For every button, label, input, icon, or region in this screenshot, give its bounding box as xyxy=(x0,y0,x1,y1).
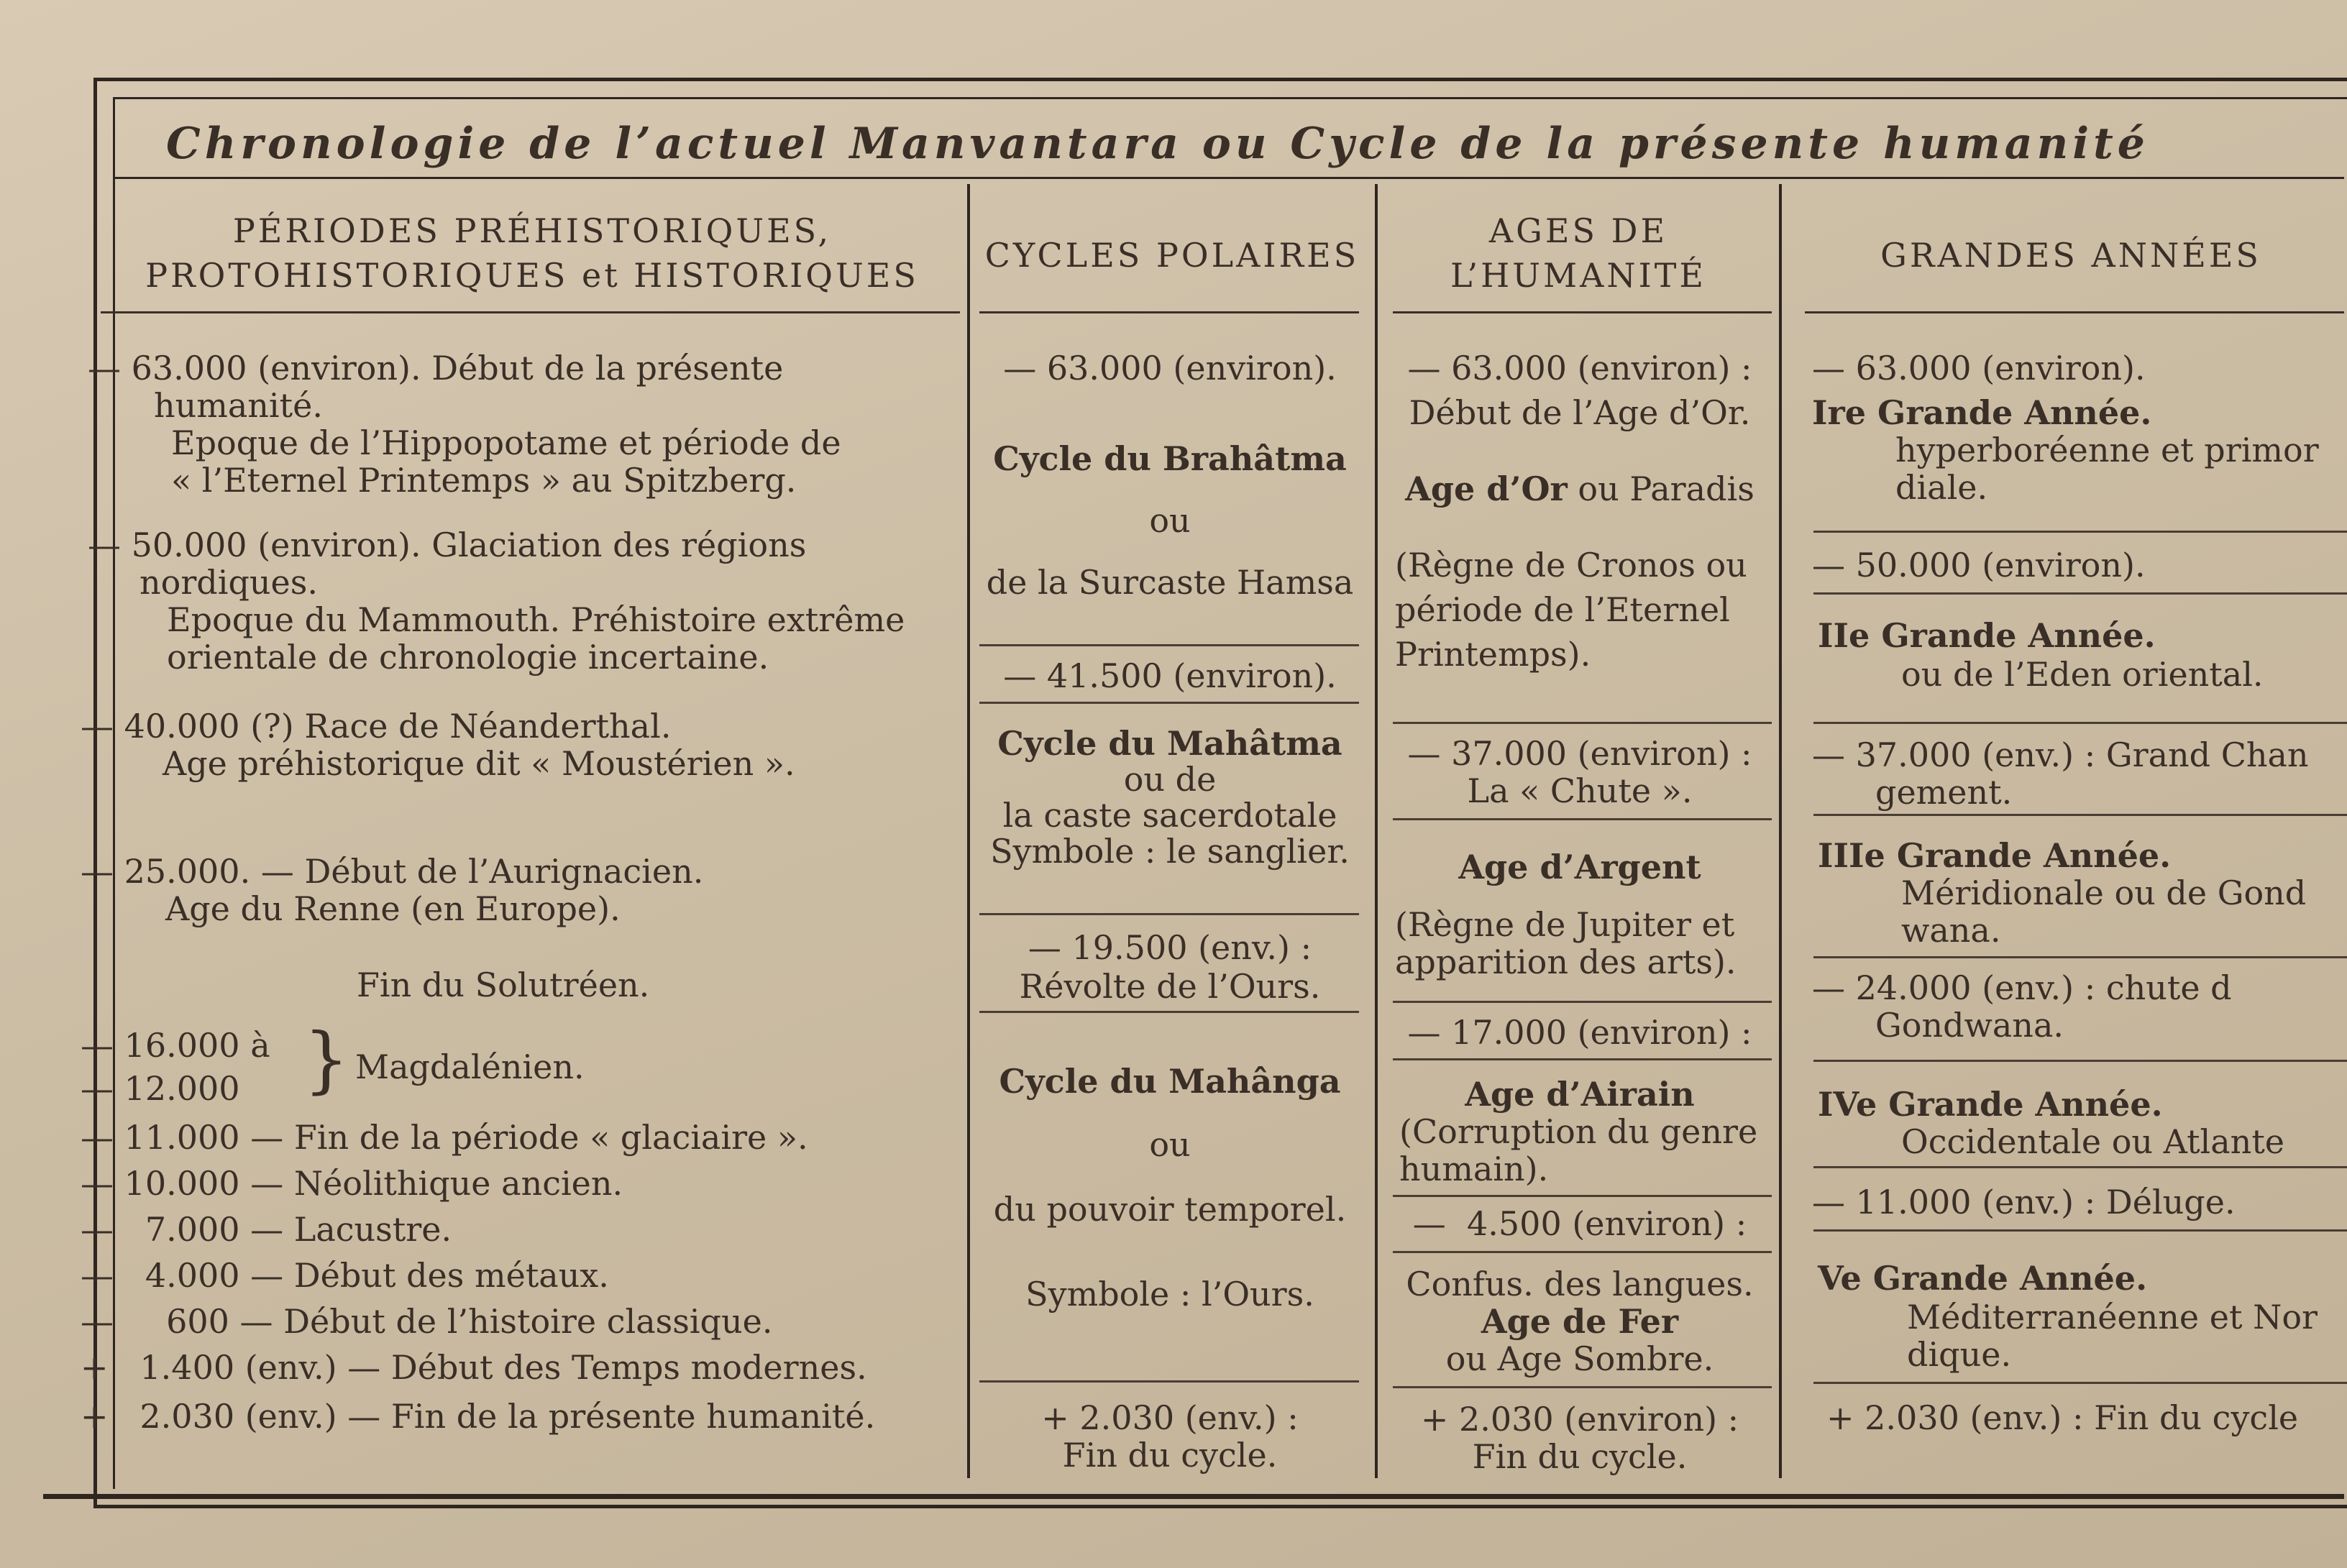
col4-24000 xyxy=(1812,969,2232,1044)
col1-entry-40000 xyxy=(81,707,795,782)
col4-grande-annee-4: IVe Grande Année. xyxy=(1818,1085,2163,1124)
col3-jupiter-line2: apparition des arts). xyxy=(1395,943,1737,981)
col4-grande-annee-1: Ire Grande Année. xyxy=(1812,393,2152,432)
col2-rule-2 xyxy=(979,702,1359,704)
table-title: Chronologie de l’actuel Manvantara ou Cycle de la présente humanité xyxy=(166,119,2149,169)
col2-caste-sacerdotale: la caste sacerdotale xyxy=(1002,796,1337,835)
col4-rule-6 xyxy=(1813,1060,2347,1062)
col1-50000-line1: — 50.000 (environ). Glaciation des régions xyxy=(88,526,807,564)
col1-25000-line2: Age du Renne (en Europe). xyxy=(165,889,621,928)
col1-entry-63000 xyxy=(88,349,841,499)
col1-50000-line4: orientale de chronologie incertaine. xyxy=(167,638,769,677)
col3-63000: — 63.000 (environ) : xyxy=(1407,349,1752,388)
col1-list-7000: — 7.000 — Lacustre. xyxy=(81,1210,452,1249)
header-col1-line1: PÉRIODES PRÉHISTORIQUES, xyxy=(232,211,832,250)
col4-meridionale-line2: wana. xyxy=(1901,911,2001,950)
col2-2030: + 2.030 (env.) : xyxy=(1041,1398,1299,1437)
col1-list-600: — 600 — Début de l’histoire classique. xyxy=(81,1302,773,1341)
col4-grande-annee-5: Ve Grande Année. xyxy=(1818,1259,2148,1298)
col2-symbole-sanglier: Symbole : le sanglier. xyxy=(990,832,1350,871)
col4-11000: — 11.000 (env.) : Déluge. xyxy=(1812,1183,2236,1221)
col3-chute: La « Chute ». xyxy=(1467,771,1693,810)
col2-revolte-ours: Révolte de l’Ours. xyxy=(1019,967,1321,1006)
col3-2030: + 2.030 (environ) : xyxy=(1420,1400,1739,1439)
col2-cycle-mahanga: Cycle du Mahânga xyxy=(999,1062,1341,1101)
col3-rule-4 xyxy=(1393,1058,1772,1060)
title-rule xyxy=(115,177,2344,179)
col2-19500: — 19.500 (env.) : xyxy=(1028,928,1312,967)
col3-cronos-line2: période de l’Eternel xyxy=(1395,590,1730,629)
col3-rule-1 xyxy=(1393,722,1772,724)
col1-25000-line1: — 25.000. — Début de l’Aurignacien. xyxy=(81,852,704,891)
header-col3 xyxy=(1381,208,1776,298)
col3-debut-age-or: Début de l’Age d’Or. xyxy=(1409,393,1751,432)
col3-rule-6 xyxy=(1393,1251,1772,1253)
col3-corruption xyxy=(1399,1113,1757,1188)
col4-37000-line1: — 37.000 (env.) : Grand Chan xyxy=(1812,735,2309,774)
col3-jupiter-line1: (Règne de Jupiter et xyxy=(1395,905,1735,944)
header-rule-3 xyxy=(1393,311,1772,313)
col4-mediterraneenne xyxy=(1907,1298,2318,1373)
col1-40000-line2: Age préhistorique dit « Moustérien ». xyxy=(163,744,795,783)
col3-rule-3 xyxy=(1393,1001,1772,1003)
col1-63000-line4: « l’Eternel Printemps » au Spitzberg. xyxy=(171,461,797,500)
col2-surcaste-hamsa: de la Surcaste Hamsa xyxy=(986,563,1354,602)
col3-37000: — 37.000 (environ) : xyxy=(1407,734,1752,773)
col2-cycle-brahatma: Cycle du Brahâtma xyxy=(993,439,1347,478)
col4-rule-5 xyxy=(1813,956,2347,958)
col1-magdalenien-start: — 16.000 à xyxy=(81,1026,270,1065)
header-col1 xyxy=(101,208,964,298)
col3-age-or-paradis xyxy=(1382,470,1778,508)
col3-17000: — 17.000 (environ) : xyxy=(1407,1013,1752,1052)
col4-rule-7 xyxy=(1813,1166,2347,1168)
col3-regne-cronos xyxy=(1395,546,1747,673)
col1-list-4000: — 4.000 — Début des métaux. xyxy=(81,1256,609,1295)
col4-63000: — 63.000 (environ). xyxy=(1812,349,2146,388)
col1-magdalenien-end: — 12.000 xyxy=(81,1069,240,1108)
col4-rule-1 xyxy=(1813,531,2347,533)
header-col2: CYCLES POLAIRES xyxy=(984,236,1360,275)
header-rule-1 xyxy=(101,311,960,313)
col3-age-argent: Age d’Argent xyxy=(1458,848,1701,886)
col4-rule-4 xyxy=(1813,814,2347,816)
col1-list-11000: — 11.000 — Fin de la période « glaciaire ». xyxy=(81,1118,808,1157)
col3-cronos-line3: Printemps). xyxy=(1395,635,1591,674)
col4-mediterraneenne-line1: Méditerranéenne et Nor xyxy=(1907,1298,2318,1337)
col3-confusion-langues: Confus. des langues. xyxy=(1406,1265,1754,1303)
col4-37000 xyxy=(1812,736,2309,811)
col3-rule-2 xyxy=(1393,818,1772,820)
header-col3-line1: AGES DE xyxy=(1488,211,1668,250)
col3-age-airain: Age d’Airain xyxy=(1465,1075,1695,1114)
col2-pouvoir-temporel: du pouvoir temporel. xyxy=(993,1190,1347,1229)
col2-41500: — 41.500 (environ). xyxy=(1003,656,1337,695)
col4-grande-annee-2: IIe Grande Année. xyxy=(1818,616,2156,655)
col4-24000-line2: Gondwana. xyxy=(1875,1006,2064,1045)
col1-50000-line2: nordiques. xyxy=(139,563,318,602)
col3-4500: — 4.500 (environ) : xyxy=(1412,1204,1747,1243)
col4-24000-line1: — 24.000 (env.) : chute d xyxy=(1812,968,2232,1007)
col3-age-fer: Age de Fer xyxy=(1481,1302,1679,1341)
col4-rule-8 xyxy=(1813,1229,2347,1232)
col2-rule-3 xyxy=(979,913,1359,915)
col3-cronos-line1: (Règne de Cronos ou xyxy=(1395,546,1747,584)
col4-hyperboreenne-line2: diale. xyxy=(1895,468,1988,507)
col1-40000-line1: — 40.000 (?) Race de Néanderthal. xyxy=(81,707,672,746)
col4-occidentale: Occidentale ou Atlante xyxy=(1901,1122,2285,1161)
col3-fin-cycle: Fin du cycle. xyxy=(1472,1437,1688,1476)
col4-meridionale xyxy=(1901,874,2306,949)
col1-63000-line3: Epoque de l’Hippopotame et période de xyxy=(171,423,841,462)
col4-hyperboreenne-line1: hyperboréenne et primor xyxy=(1895,431,2319,469)
col2-63000: — 63.000 (environ). xyxy=(1003,349,1337,388)
col3-age-sombre: ou Age Sombre. xyxy=(1445,1339,1714,1378)
header-rule-4 xyxy=(1805,311,2344,313)
col4-rule-3 xyxy=(1813,722,2347,724)
col2-rule-4 xyxy=(979,1011,1359,1013)
col1-list-1400: + 1.400 (env.) — Début des Temps modernes. xyxy=(81,1348,867,1387)
col2-ou-2: ou xyxy=(1149,1125,1191,1164)
col1-magdalenien-label: Magdalénien. xyxy=(355,1047,585,1086)
col3-corruption-line2: humain). xyxy=(1399,1150,1549,1188)
col2-ou-1: ou xyxy=(1149,501,1191,540)
col2-cycle-mahatma: Cycle du Mahâtma xyxy=(997,724,1342,763)
col4-meridionale-line1: Méridionale ou de Gond xyxy=(1901,874,2307,912)
bottom-rule xyxy=(43,1494,2344,1499)
header-rule-2 xyxy=(979,311,1359,313)
header-col3-line2: L’HUMANITÉ xyxy=(1450,256,1707,295)
col3-rule-5 xyxy=(1393,1195,1772,1197)
col3-rule-7 xyxy=(1393,1386,1772,1388)
column-divider-1 xyxy=(967,184,970,1478)
col2-symbole-ours: Symbole : l’Ours. xyxy=(1025,1275,1314,1313)
col3-regne-jupiter xyxy=(1395,906,1737,981)
header-col1-line2: PROTOHISTORIQUES et HISTORIQUES xyxy=(145,256,919,295)
col4-37000-line2: gement. xyxy=(1875,773,2013,812)
col4-2030: + 2.030 (env.) : Fin du cycle xyxy=(1826,1398,2299,1437)
col4-eden-oriental: ou de l’Eden oriental. xyxy=(1901,655,2264,694)
col1-entry-50000 xyxy=(88,526,905,676)
col4-50000: — 50.000 (environ). xyxy=(1812,546,2146,584)
column-divider-2 xyxy=(1375,184,1378,1478)
col4-grande-annee-3: IIIe Grande Année. xyxy=(1818,836,2172,875)
col2-ou-de: ou de xyxy=(1123,760,1217,799)
col1-entry-25000 xyxy=(81,853,703,927)
col1-list-10000: — 10.000 — Néolithique ancien. xyxy=(81,1164,623,1203)
col3-ou-paradis: ou Paradis xyxy=(1567,469,1754,508)
col2-rule-1 xyxy=(979,644,1359,646)
col4-mediterraneenne-line2: dique. xyxy=(1907,1335,2012,1374)
col1-63000-line1: — 63.000 (environ). Début de la présente xyxy=(88,349,784,388)
col1-solutreen: Fin du Solutréen. xyxy=(357,966,650,1004)
col4-rule-2 xyxy=(1813,592,2347,595)
col2-rule-5 xyxy=(979,1380,1359,1383)
brace-icon: } xyxy=(303,1017,349,1101)
col1-list-2030: + 2.030 (env.) — Fin de la présente humanité. xyxy=(81,1397,876,1436)
header-col4: GRANDES ANNÉES xyxy=(1880,236,2261,275)
col1-50000-line3: Epoque du Mammouth. Préhistoire extrême xyxy=(167,600,905,639)
column-divider-3 xyxy=(1779,184,1782,1478)
col4-rule-9 xyxy=(1813,1382,2347,1384)
col2-fin-cycle: Fin du cycle. xyxy=(1062,1436,1278,1475)
col3-corruption-line1: (Corruption du genre xyxy=(1399,1112,1758,1151)
col1-63000-line2: humanité. xyxy=(154,386,323,425)
col4-hyperboreenne xyxy=(1895,431,2319,506)
col3-age-or: Age d’Or xyxy=(1405,469,1568,508)
